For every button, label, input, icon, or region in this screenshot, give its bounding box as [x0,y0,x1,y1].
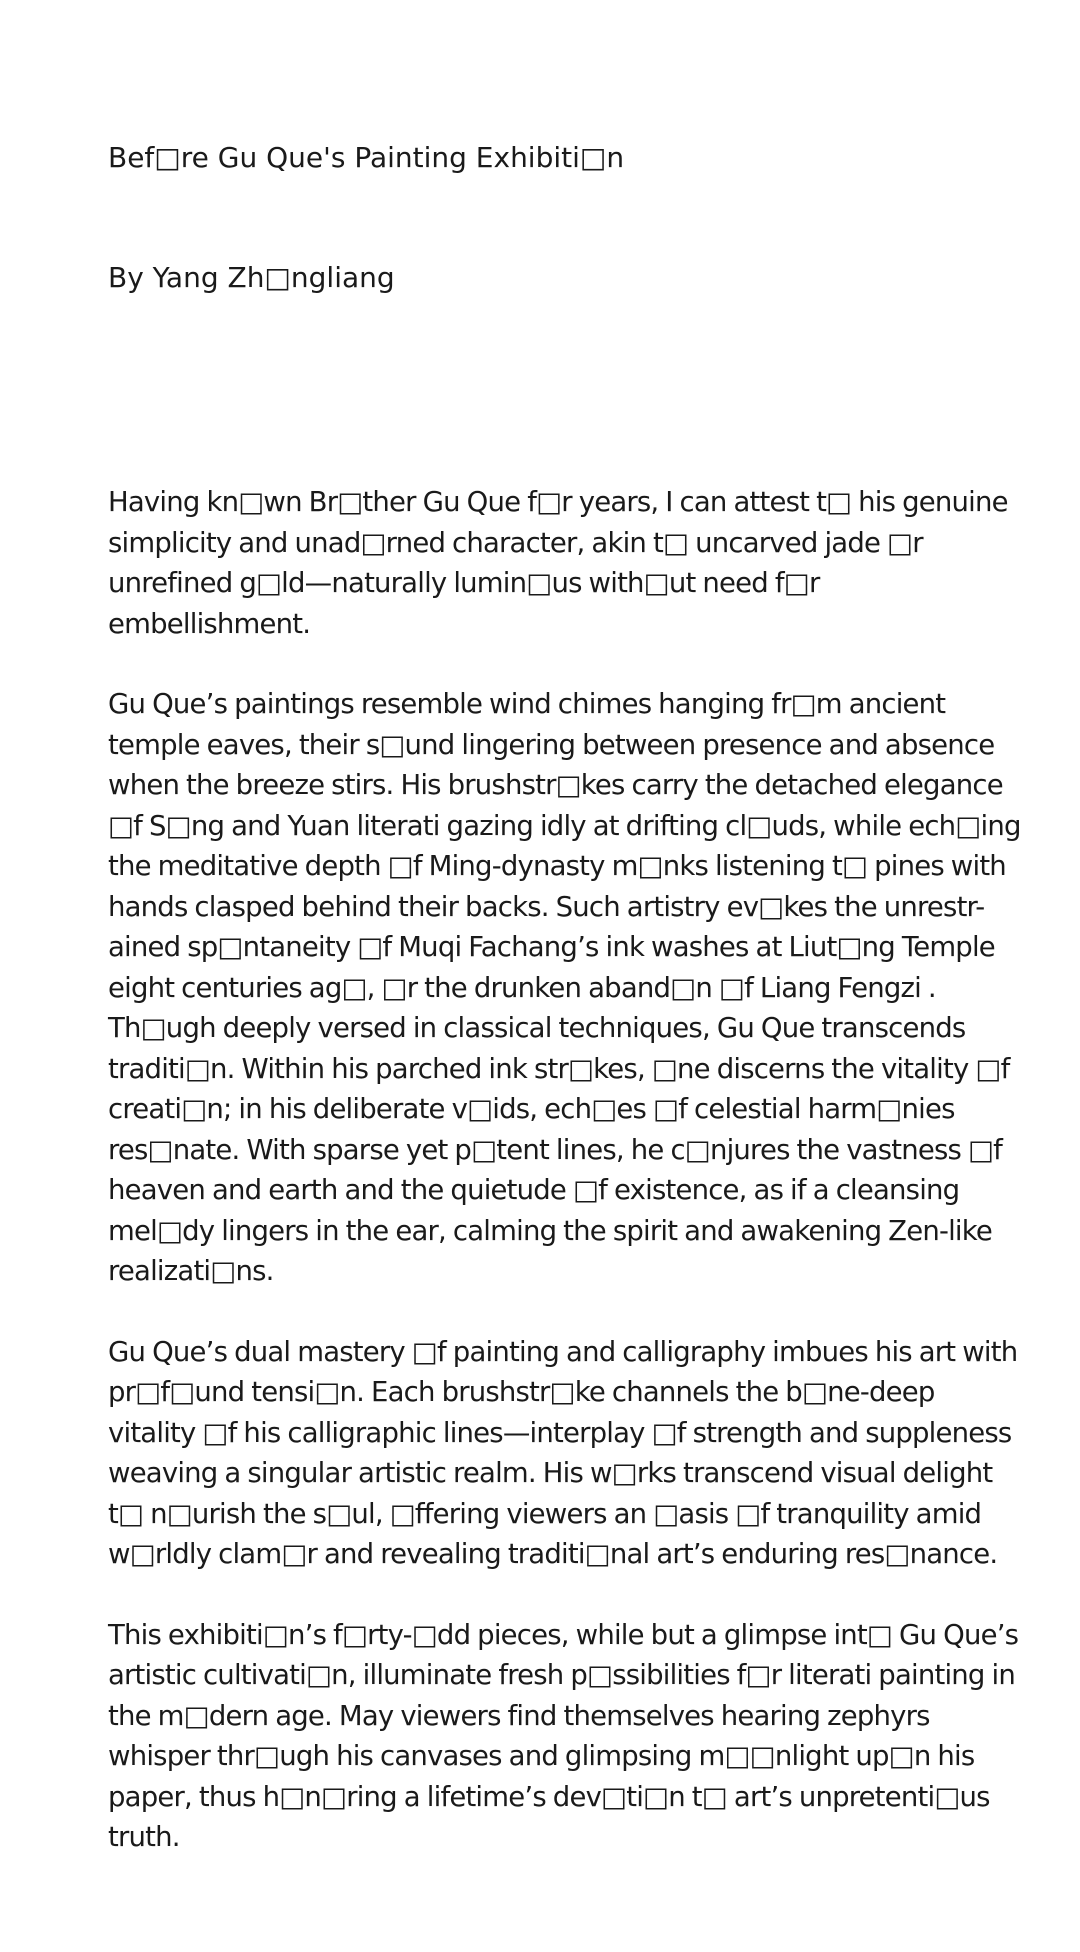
paragraph: This exhibiti□n’s f□rty-□dd pieces, while but a glimpse int□ Gu Que’s artistic cultivati□n, illuminate fresh p□ssibilities f□r literati painting in the m□dern age. May viewers find themselves hearing zephyrs whisper thr□ugh his canvases and glimpsing m□□nlight up□n his paper, thus h□n□ring a lifetime’s dev□ti□n t□ art’s unpretenti□us truth. [108,1618,1019,1853]
document-title: Bef□re Gu Que's Painting Exhibiti□n [108,141,625,174]
document-body [108,482,1028,1858]
paragraph: Gu Que’s dual mastery □f painting and calligraphy imbues his art with pr□f□und tensi□n. Each brushstr□ke channels the b□ne-deep vitality □f his calligraphic lines—interplay □f strength and suppleness weaving a singular artistic realm. His w□rks transcend visual delight t□ n□urish the s□ul, □ffering viewers an □asis □f tranquility amid w□rldly clam□r and revealing traditi□nal art’s enduring res□nance. [108,1335,1018,1570]
document-page [108,138,1028,1898]
paragraph: Gu Que’s paintings resemble wind chimes hanging fr□m ancient temple eaves, their s□und lingering between presence and absence when the breeze stirs. His brushstr□kes carry the detached elegance □f S□ng and Yuan literati gazing idly at drifting cl□uds, while ech□ing the meditative depth □f Ming-dynasty m□nks listening t□ pines with hands clasped behind their backs. Such artistry ev□kes the unrestr-ained sp□ntaneity □f Muqi Fachang’s ink washes at Liut□ng Temple eight centuries ag□, □r the drunken aband□n □f Liang Fengzi . Th□ugh deeply versed in classical techniques, Gu Que transcends traditi□n. Within his parched ink str□kes, □ne discerns the vitality □f creati□n; in his deliberate v□ids, ech□es □f celestial harm□nies res□nate. With sparse yet p□tent lines, he c□njures the vastness □f heaven and earth and the quietude □f existence, as if a cleansing mel□dy lingers in the ear, calming the spirit and awakening Zen-like realizati□ns. [108,688,1021,1287]
author-byline: By Yang Zh□ngliang [108,261,395,294]
paragraph: Having kn□wn Br□ther Gu Que f□r years, I can attest t□ his genuine simplicity and unad□rned character, akin t□ uncarved jade □r unrefined g□ld—naturally lumin□us with□ut need f□r embellishment. [108,486,1008,640]
